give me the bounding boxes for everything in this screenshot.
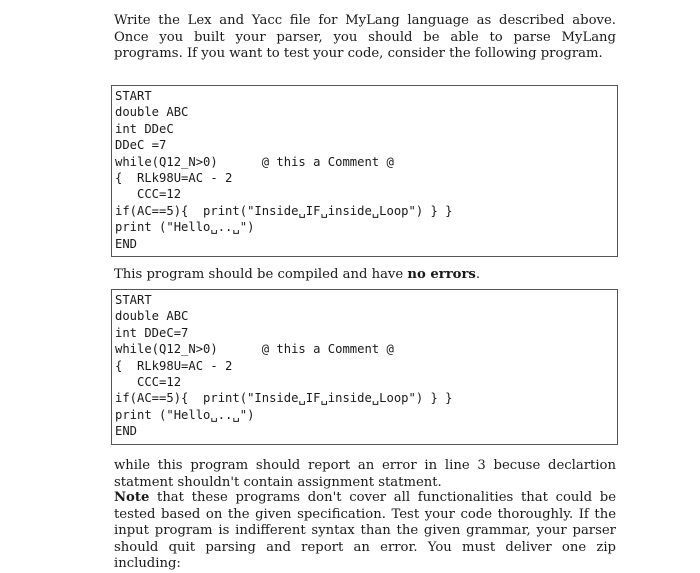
note-text: that these programs don't cover all functionalities that could be tested based on the given specification. Test your code thoroughly. If the input program is indifferent syntax than the given grammar, your parser should quit parsing and report an error. You must deliver one zip including: — [114, 490, 616, 571]
code-line: double ABC — [115, 105, 189, 120]
code-line: { RLk98U=AC - 2 — [115, 358, 233, 373]
code-line: START — [115, 293, 152, 307]
note-paragraph — [114, 490, 616, 573]
no-errors-emphasis: no errors — [407, 267, 476, 282]
compile-note-period: . — [475, 267, 481, 282]
code-line: int DDeC — [115, 121, 174, 136]
code-line: if(AC==5){ print("Inside␣IF␣inside␣Loop") } } — [115, 391, 453, 406]
code-line: while(Q12_N>0) @ this a Comment @ — [115, 154, 394, 169]
code-line: print ("Hello␣..␣") — [115, 220, 255, 235]
compile-note-paragraph — [114, 267, 616, 284]
code-line: DDeC =7 — [115, 138, 167, 153]
code-line: CCC=12 — [115, 374, 182, 389]
code-line: END — [115, 236, 138, 251]
code-block-valid-program — [111, 85, 618, 257]
code-line: while(Q12_N>0) @ this a Comment @ — [115, 342, 394, 357]
code-line: CCC=12 — [115, 187, 182, 202]
code-line: END — [115, 424, 138, 439]
code-line: double ABC — [115, 309, 189, 324]
code-line: int DDeC=7 — [115, 325, 189, 340]
intro-paragraph: Write the Lex and Yacc file for MyLang language as described above. Once you built your parser, you should be able to parse MyLang programs. If you want to test your code, consider the following program. — [114, 13, 616, 61]
code-line: { RLk98U=AC - 2 — [115, 170, 233, 185]
code-line: START — [115, 89, 152, 103]
compile-note-text: This program should be compiled and have — [114, 267, 408, 282]
code-block-error-program — [111, 289, 618, 445]
error-explanation-paragraph: while this program should report an error in line 3 becuse declartion statment shouldn't contain assignment statment. — [114, 458, 616, 490]
code-line: print ("Hello␣..␣") — [115, 407, 255, 422]
note-label: Note — [114, 490, 150, 505]
code-line: if(AC==5){ print("Inside␣IF␣inside␣Loop") } } — [115, 203, 453, 218]
